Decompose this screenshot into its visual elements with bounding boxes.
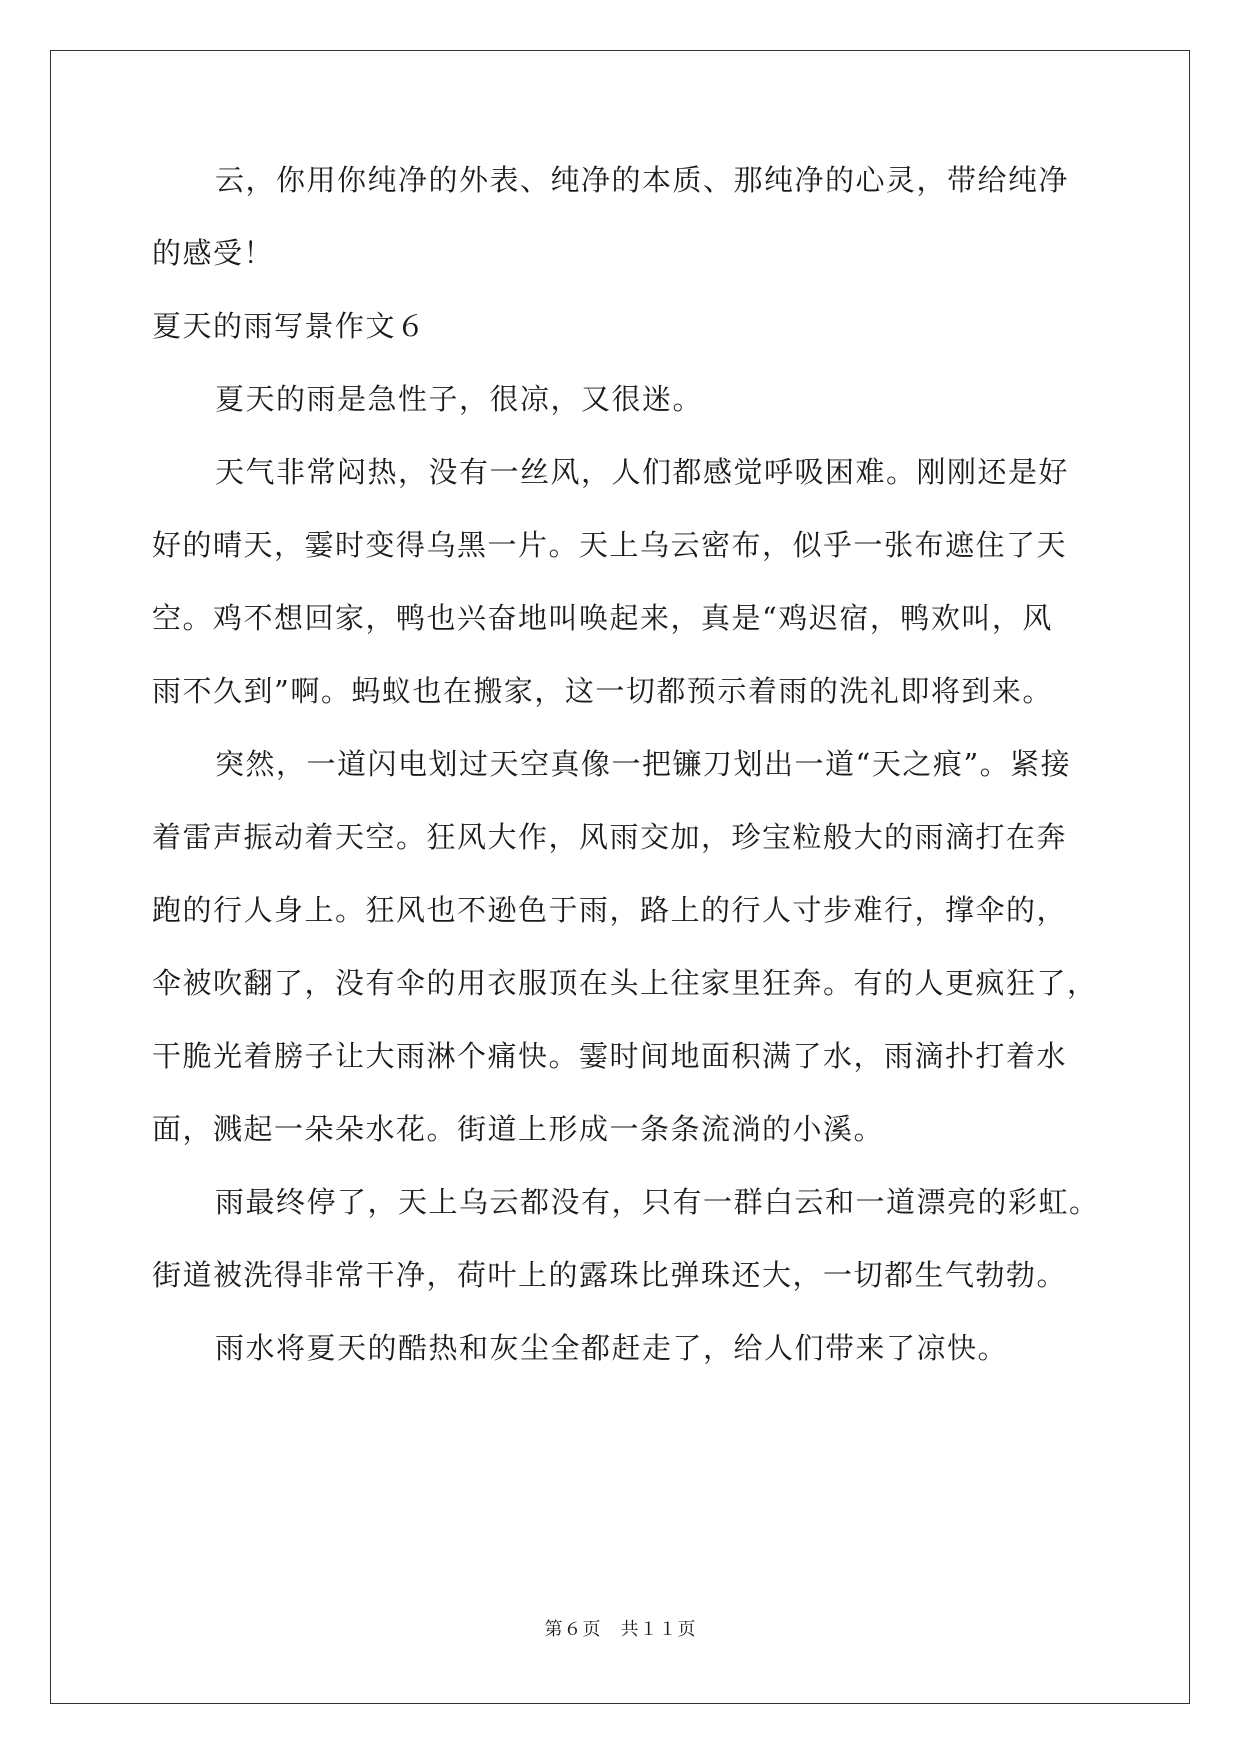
paragraph-line: 好的晴天，霎时变得乌黑一片。天上乌云密布，似乎一张布遮住了天 — [152, 528, 1068, 562]
paragraph-line: 云，你用你纯净的外表、纯净的本质、那纯净的心灵，带给纯净 — [215, 163, 1070, 197]
paragraph-line: 伞被吹翻了，没有伞的用衣服顶在头上往家里狂奔。有的人更疯狂了， — [152, 966, 1098, 1000]
paragraph-line: 面，溅起一朵朵水花。街道上形成一条条流淌的小溪。 — [152, 1112, 885, 1146]
paragraph-line: 突然，一道闪电划过天空真像一把镰刀划出一道“天之痕”。紧接 — [215, 747, 1072, 781]
paragraph-line: 雨不久到”啊。蚂蚁也在搬家，这一切都预示着雨的洗礼即将到来。 — [152, 674, 1053, 708]
paragraph-line: 的感受！ — [152, 236, 275, 270]
paragraph-line: 着雷声振动着天空。狂风大作，风雨交加，珍宝粒般大的雨滴打在奔 — [152, 820, 1068, 854]
paragraph-line: 夏天的雨是急性子，很凉，又很迷。 — [215, 382, 704, 416]
paragraph-line: 跑的行人身上。狂风也不逊色于雨，路上的行人寸步难行，撑伞的， — [152, 893, 1068, 927]
paragraph-line: 空。鸡不想回家，鸭也兴奋地叫唤起来，真是“鸡迟宿，鸭欢叫，风 — [152, 601, 1053, 635]
paragraph-line: 干脆光着膀子让大雨淋个痛快。霎时间地面积满了水，雨滴扑打着水 — [152, 1039, 1068, 1073]
page-border — [50, 50, 1190, 1704]
paragraph-line: 天气非常闷热，没有一丝风，人们都感觉呼吸困难。刚刚还是好 — [215, 455, 1070, 489]
page-number-footer: 第６页 共１１页 — [544, 1619, 697, 1640]
paragraph-line: 雨最终停了，天上乌云都没有，只有一群白云和一道漂亮的彩虹。 — [215, 1185, 1100, 1219]
paragraph-line: 雨水将夏天的酷热和灰尘全都赶走了，给人们带来了凉快。 — [215, 1331, 1009, 1365]
section-heading: 夏天的雨写景作文６ — [152, 309, 427, 343]
paragraph-line: 街道被洗得非常干净，荷叶上的露珠比弹珠还大，一切都生气勃勃。 — [152, 1258, 1068, 1292]
